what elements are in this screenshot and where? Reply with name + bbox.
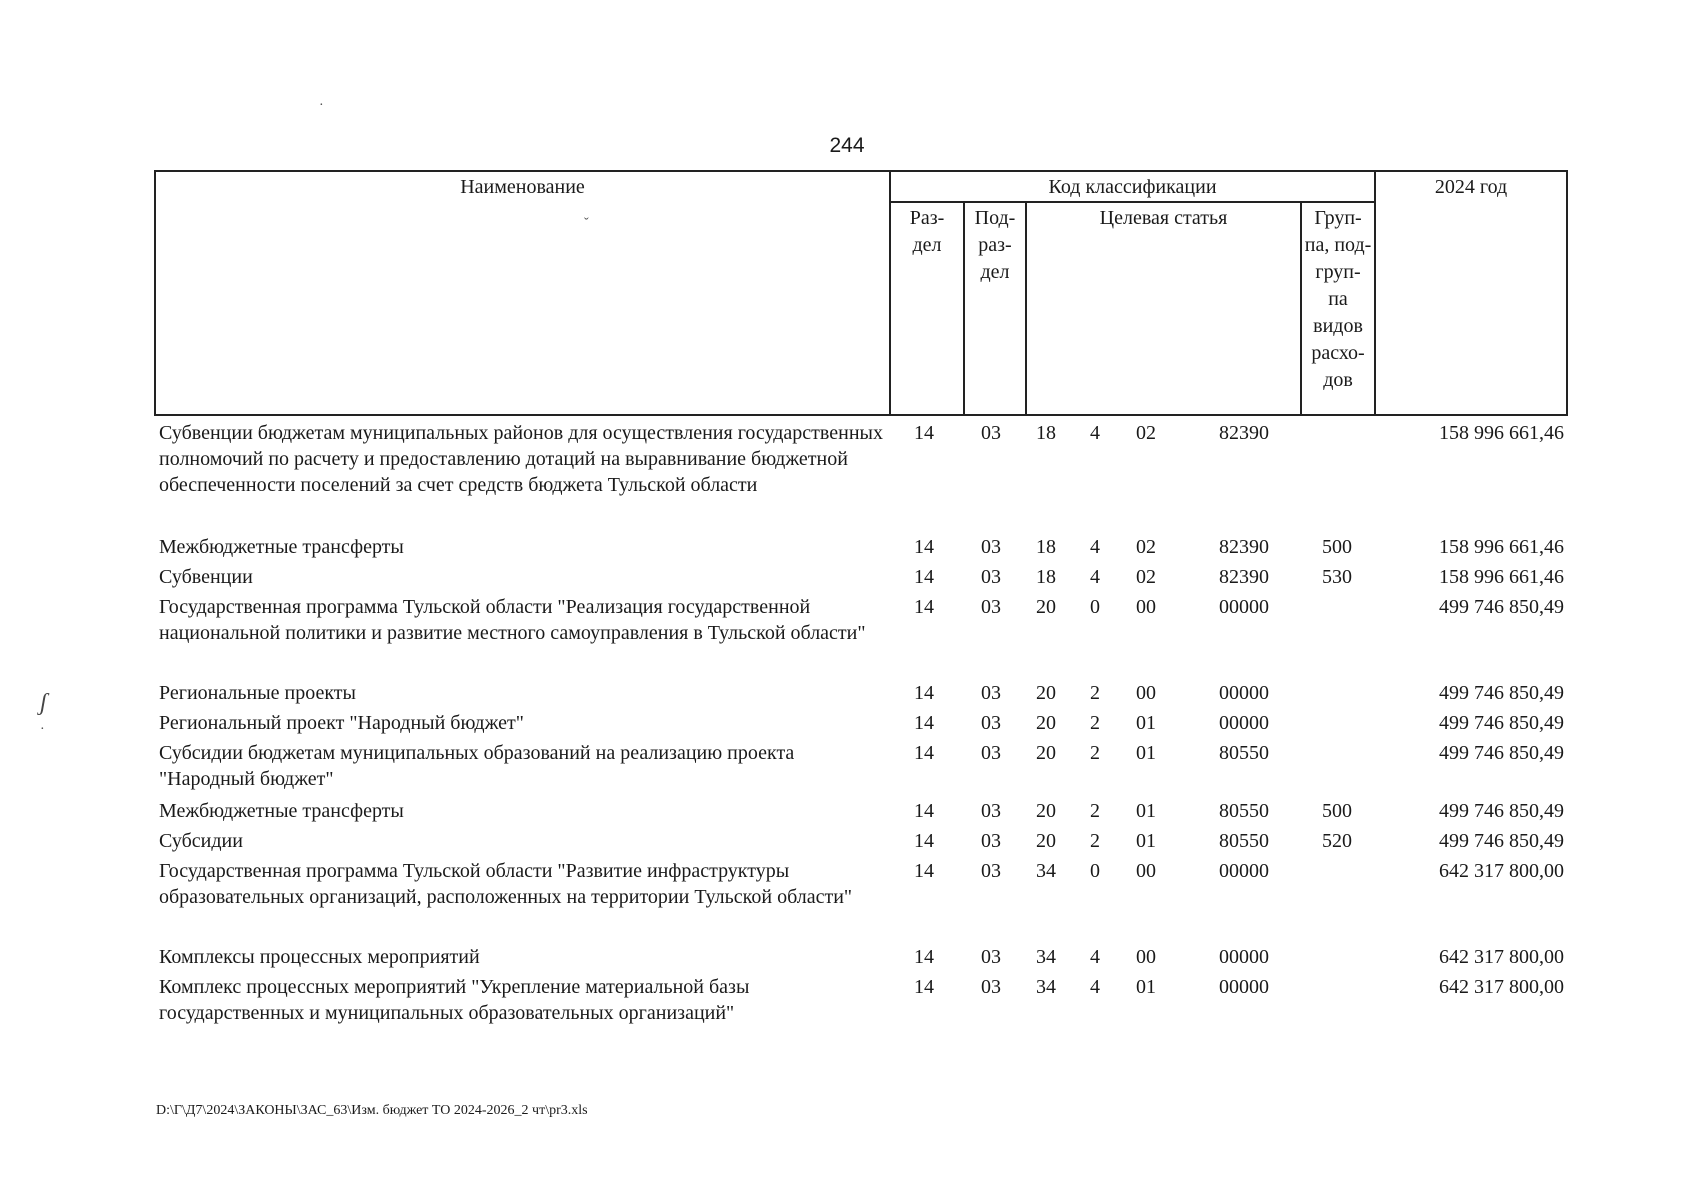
- row-target-subprogram: 02: [1136, 566, 1156, 588]
- name-column-header: Наименование: [155, 171, 890, 415]
- row-target-type: 0: [1090, 596, 1100, 618]
- row-name: Субвенции бюджетам муниципальных районов для осуществления государственных полномочий по расчету и предоставлению дотаций на выравнивание бюджетной обеспеченности поселений за счет средств бюджета Тульской области: [159, 422, 883, 496]
- row-razdel: 14: [914, 830, 934, 852]
- row-target-type: 4: [1090, 976, 1100, 998]
- row-name: Субвенции: [159, 566, 253, 588]
- row-target-program: 20: [1036, 800, 1056, 822]
- row-name: Межбюджетные трансферты: [159, 536, 404, 558]
- row-amount: 499 746 850,49: [1439, 800, 1564, 822]
- row-podrazdel: 03: [981, 536, 1001, 558]
- row-target-direction: 00000: [1219, 946, 1269, 968]
- row-name: Региональный проект "Народный бюджет": [159, 712, 524, 734]
- file-path-footer: D:\Г\Д7\2024\ЗАКОНЫ\ЗАС_63\Изм. бюджет ТО 2024-2026_2 чт\pr3.xls: [156, 1103, 588, 1118]
- row-razdel: 14: [914, 536, 934, 558]
- row-target-program: 18: [1036, 566, 1056, 588]
- row-target-program: 20: [1036, 742, 1056, 764]
- target-article-header: Целевая статья: [1026, 202, 1301, 415]
- row-target-program: 34: [1036, 946, 1056, 968]
- row-target-type: 4: [1090, 946, 1100, 968]
- row-expense-group: 500: [1322, 800, 1352, 822]
- row-amount: 499 746 850,49: [1439, 682, 1564, 704]
- row-target-type: 2: [1090, 800, 1100, 822]
- row-target-subprogram: 00: [1136, 860, 1156, 882]
- row-target-subprogram: 01: [1136, 800, 1156, 822]
- row-name: Государственная программа Тульской области "Реализация государственной национальной политики и развитие местного самоуправления в Тульской области": [159, 596, 866, 644]
- table-row: [154, 532, 1566, 562]
- table-row: [154, 826, 1566, 856]
- row-podrazdel: 03: [981, 800, 1001, 822]
- table-row: [154, 708, 1566, 738]
- row-target-direction: 80550: [1219, 800, 1269, 822]
- row-amount: 642 317 800,00: [1439, 976, 1564, 998]
- row-target-direction: 80550: [1219, 830, 1269, 852]
- row-target-direction: 00000: [1219, 596, 1269, 618]
- table-row: [154, 418, 1566, 532]
- row-amount: 642 317 800,00: [1439, 946, 1564, 968]
- row-target-program: 34: [1036, 976, 1056, 998]
- row-target-subprogram: 01: [1136, 830, 1156, 852]
- row-target-program: 34: [1036, 860, 1056, 882]
- table-row: [154, 856, 1566, 942]
- classification-header: Код классификации: [890, 171, 1375, 202]
- row-razdel: 14: [914, 422, 934, 444]
- row-name: Комплексы процессных мероприятий: [159, 946, 480, 968]
- row-razdel: 14: [914, 712, 934, 734]
- table-row: [154, 562, 1566, 592]
- row-target-program: 20: [1036, 596, 1056, 618]
- row-podrazdel: 03: [981, 860, 1001, 882]
- row-podrazdel: 03: [981, 976, 1001, 998]
- table-header: [154, 170, 1568, 416]
- row-amount: 499 746 850,49: [1439, 830, 1564, 852]
- row-expense-group: 520: [1322, 830, 1352, 852]
- row-target-program: 18: [1036, 422, 1056, 444]
- row-target-direction: 82390: [1219, 566, 1269, 588]
- row-podrazdel: 03: [981, 682, 1001, 704]
- scan-speck-left: ·: [40, 722, 45, 737]
- row-razdel: 14: [914, 860, 934, 882]
- scan-speck-header: ˇ: [584, 216, 589, 231]
- row-name: Государственная программа Тульской области "Развитие инфраструктуры образовательных организаций, расположенных на территории Тульской области": [159, 860, 853, 908]
- row-amount: 158 996 661,46: [1439, 536, 1564, 558]
- year-column-header: 2024 год: [1375, 171, 1567, 415]
- scan-speck-top: ·: [319, 98, 324, 113]
- row-target-type: 2: [1090, 682, 1100, 704]
- row-razdel: 14: [914, 800, 934, 822]
- table-body: [154, 418, 1566, 1030]
- row-target-subprogram: 01: [1136, 712, 1156, 734]
- scan-margin-mark: ʃ: [40, 690, 47, 716]
- row-podrazdel: 03: [981, 712, 1001, 734]
- razdel-header: Раз- дел: [890, 202, 964, 415]
- page-number: 244: [829, 134, 865, 157]
- row-expense-group: 530: [1322, 566, 1352, 588]
- row-target-direction: 00000: [1219, 860, 1269, 882]
- row-target-subprogram: 00: [1136, 946, 1156, 968]
- row-podrazdel: 03: [981, 566, 1001, 588]
- row-podrazdel: 03: [981, 946, 1001, 968]
- row-podrazdel: 03: [981, 742, 1001, 764]
- row-razdel: 14: [914, 742, 934, 764]
- table-row: [154, 942, 1566, 972]
- row-target-direction: 00000: [1219, 976, 1269, 998]
- row-target-subprogram: 00: [1136, 596, 1156, 618]
- row-razdel: 14: [914, 946, 934, 968]
- row-target-type: 4: [1090, 422, 1100, 444]
- row-target-direction: 82390: [1219, 536, 1269, 558]
- row-target-direction: 00000: [1219, 682, 1269, 704]
- row-target-type: 2: [1090, 742, 1100, 764]
- table-row: [154, 592, 1566, 678]
- row-amount: 158 996 661,46: [1439, 422, 1564, 444]
- row-razdel: 14: [914, 976, 934, 998]
- row-amount: 158 996 661,46: [1439, 566, 1564, 588]
- row-target-subprogram: 02: [1136, 422, 1156, 444]
- row-target-direction: 82390: [1219, 422, 1269, 444]
- row-target-program: 20: [1036, 682, 1056, 704]
- row-expense-group: 500: [1322, 536, 1352, 558]
- row-amount: 499 746 850,49: [1439, 596, 1564, 618]
- row-target-program: 20: [1036, 712, 1056, 734]
- row-name: Субсидии: [159, 830, 243, 852]
- row-podrazdel: 03: [981, 422, 1001, 444]
- row-target-direction: 80550: [1219, 742, 1269, 764]
- row-name: Межбюджетные трансферты: [159, 800, 404, 822]
- podrazdel-header: Под- раз- дел: [964, 202, 1026, 415]
- row-target-subprogram: 00: [1136, 682, 1156, 704]
- row-amount: 499 746 850,49: [1439, 712, 1564, 734]
- row-target-subprogram: 01: [1136, 742, 1156, 764]
- row-razdel: 14: [914, 596, 934, 618]
- row-target-program: 18: [1036, 536, 1056, 558]
- table-row: [154, 972, 1566, 1030]
- row-target-type: 2: [1090, 830, 1100, 852]
- row-target-subprogram: 01: [1136, 976, 1156, 998]
- table-row: [154, 678, 1566, 708]
- row-name: Субсидии бюджетам муниципальных образований на реализацию проекта "Народный бюджет": [159, 742, 795, 790]
- row-target-type: 4: [1090, 536, 1100, 558]
- expense-group-header: Груп- па, под- груп- па видов расхо- дов: [1301, 202, 1375, 415]
- table-row: [154, 796, 1566, 826]
- row-target-direction: 00000: [1219, 712, 1269, 734]
- row-target-program: 20: [1036, 830, 1056, 852]
- row-name: Региональные проекты: [159, 682, 356, 704]
- row-razdel: 14: [914, 682, 934, 704]
- row-name: Комплекс процессных мероприятий "Укрепление материальной базы государственных и муниципальных образовательных организаций": [159, 976, 750, 1024]
- row-target-subprogram: 02: [1136, 536, 1156, 558]
- row-podrazdel: 03: [981, 830, 1001, 852]
- row-target-type: 0: [1090, 860, 1100, 882]
- row-podrazdel: 03: [981, 596, 1001, 618]
- row-amount: 499 746 850,49: [1439, 742, 1564, 764]
- row-target-type: 2: [1090, 712, 1100, 734]
- row-razdel: 14: [914, 566, 934, 588]
- row-amount: 642 317 800,00: [1439, 860, 1564, 882]
- row-target-type: 4: [1090, 566, 1100, 588]
- table-row: [154, 738, 1566, 796]
